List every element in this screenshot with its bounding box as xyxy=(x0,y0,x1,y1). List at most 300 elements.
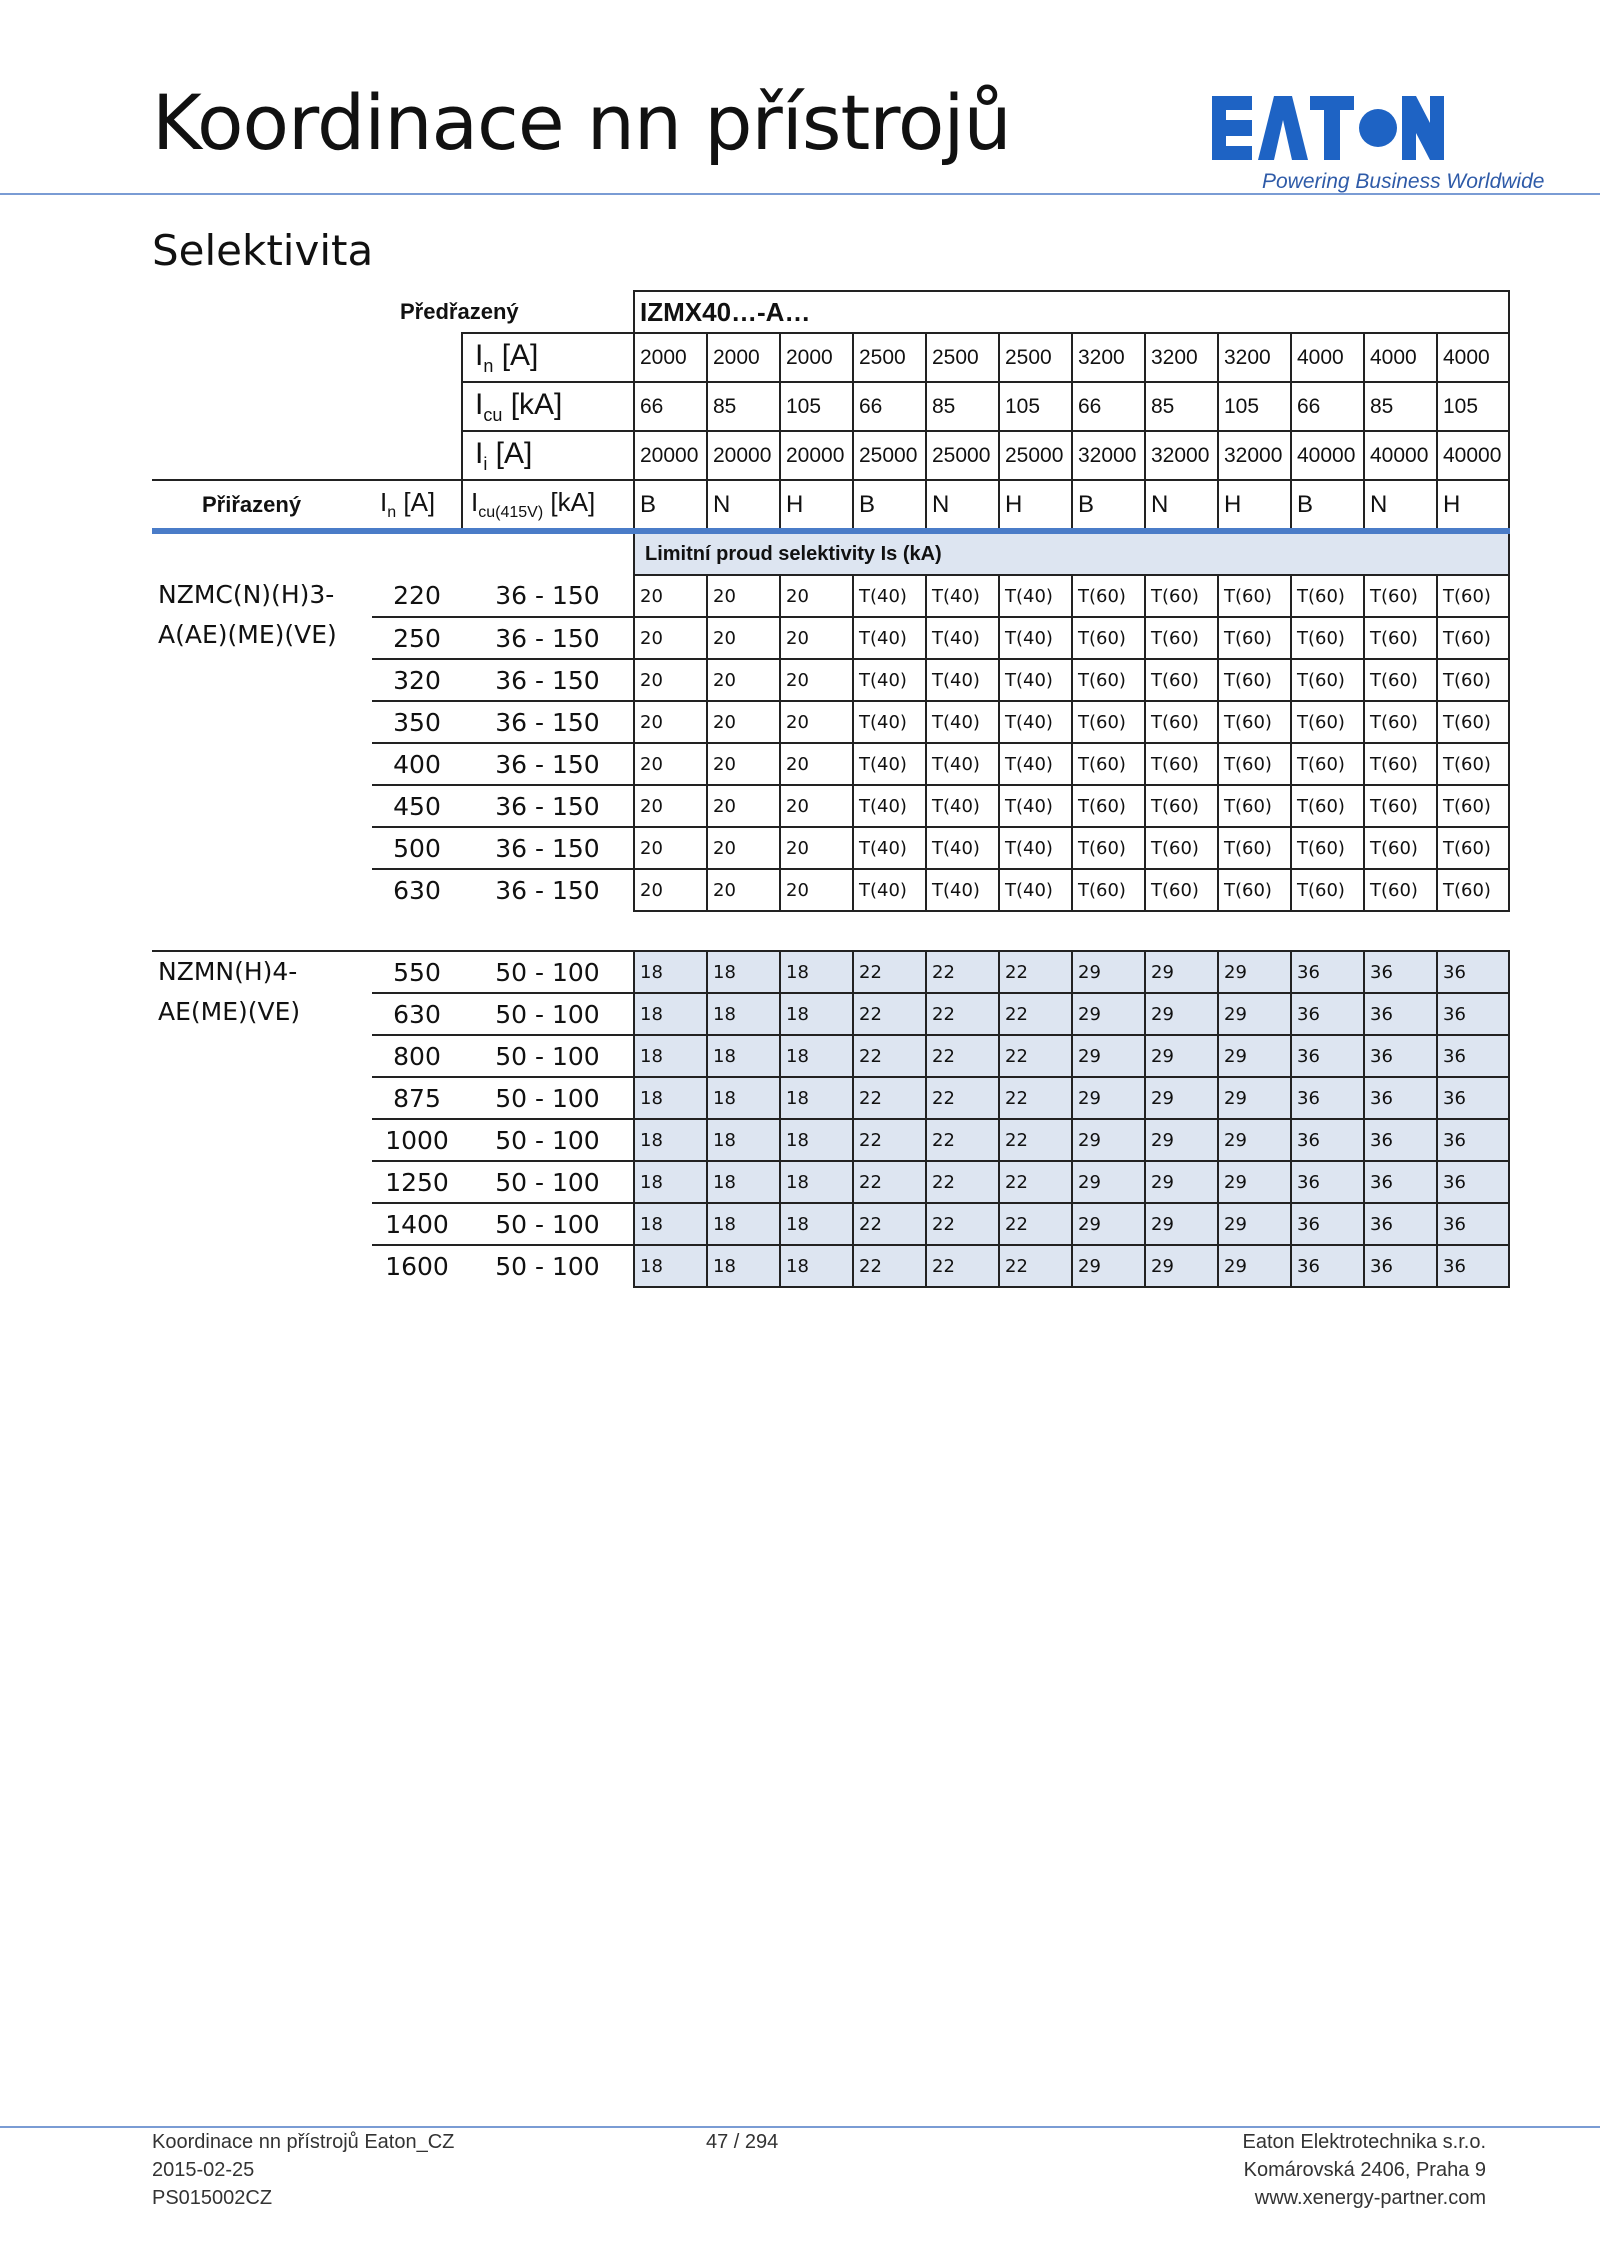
selectivity-value: 18 xyxy=(634,1077,707,1119)
selectivity-value: 29 xyxy=(1072,951,1145,993)
selectivity-table xyxy=(152,290,1510,1288)
selectivity-value: 18 xyxy=(634,1203,707,1245)
selectivity-value: 20 xyxy=(780,827,853,869)
icu-value: 85 xyxy=(926,382,999,431)
selectivity-value: 18 xyxy=(634,1245,707,1287)
ii-value: 32000 xyxy=(1218,431,1291,480)
selectivity-value: T(60) xyxy=(1145,785,1218,827)
selectivity-value: T(60) xyxy=(1072,575,1145,617)
breaker-class: N xyxy=(707,480,780,531)
selectivity-value: 18 xyxy=(780,1077,853,1119)
selectivity-value: 22 xyxy=(926,1077,999,1119)
selectivity-value: 36 xyxy=(1437,1245,1509,1287)
selectivity-value: T(60) xyxy=(1145,869,1218,911)
selectivity-value: 29 xyxy=(1145,1203,1218,1245)
selectivity-value: T(40) xyxy=(999,869,1072,911)
selectivity-value: 36 xyxy=(1364,1203,1437,1245)
selectivity-value: T(60) xyxy=(1364,617,1437,659)
selectivity-value: T(40) xyxy=(853,617,926,659)
selectivity-value: T(40) xyxy=(853,785,926,827)
selectivity-value: 22 xyxy=(926,993,999,1035)
selectivity-value: 20 xyxy=(780,575,853,617)
selectivity-value: T(60) xyxy=(1072,659,1145,701)
section-subtitle: Selektivita xyxy=(152,226,374,275)
selectivity-value: 29 xyxy=(1218,993,1291,1035)
downstream-icu: 36 - 150 xyxy=(462,785,634,827)
selectivity-value: 29 xyxy=(1072,1245,1145,1287)
selectivity-value: T(60) xyxy=(1437,869,1509,911)
icu-value: 85 xyxy=(1364,382,1437,431)
selectivity-value: 20 xyxy=(707,701,780,743)
selectivity-value: 20 xyxy=(707,827,780,869)
selectivity-value: 20 xyxy=(707,785,780,827)
selectivity-value: 22 xyxy=(999,1077,1072,1119)
selectivity-value: T(60) xyxy=(1437,659,1509,701)
footer-doc-code: PS015002CZ xyxy=(152,2187,273,2209)
selectivity-value: T(60) xyxy=(1218,659,1291,701)
selectivity-value: 18 xyxy=(707,1203,780,1245)
icu-value: 66 xyxy=(853,382,926,431)
breaker-name-line1: NZMC(N)(H)3- xyxy=(158,580,335,609)
header-rule xyxy=(0,193,1600,195)
selectivity-value: 22 xyxy=(999,1161,1072,1203)
downstream-icu: 50 - 100 xyxy=(462,1119,634,1161)
selectivity-value: T(40) xyxy=(853,659,926,701)
selectivity-value: 20 xyxy=(634,617,707,659)
selectivity-value: 18 xyxy=(707,1077,780,1119)
downstream-icu: 50 - 100 xyxy=(462,1245,634,1287)
downstream-in: 630 xyxy=(372,869,462,911)
selectivity-value: 22 xyxy=(999,1035,1072,1077)
ii-value: 25000 xyxy=(853,431,926,480)
selectivity-value: 29 xyxy=(1218,1161,1291,1203)
selectivity-value: 36 xyxy=(1291,1161,1364,1203)
footer-doc-title: Koordinace nn přístrojů Eaton_CZ xyxy=(152,2131,455,2153)
selectivity-value: T(60) xyxy=(1291,575,1364,617)
selectivity-value: 29 xyxy=(1218,951,1291,993)
selectivity-value: 20 xyxy=(780,659,853,701)
selectivity-value: T(60) xyxy=(1364,743,1437,785)
downstream-in: 875 xyxy=(372,1077,462,1119)
breaker-name-line2: A(AE)(ME)(VE) xyxy=(158,620,337,649)
selectivity-value: 18 xyxy=(780,1203,853,1245)
selectivity-value: T(60) xyxy=(1364,869,1437,911)
selectivity-value: 29 xyxy=(1218,1203,1291,1245)
downstream-in: 550 xyxy=(372,951,462,993)
selectivity-value: 22 xyxy=(926,951,999,993)
downstream-in: 1600 xyxy=(372,1245,462,1287)
downstream-icu: 36 - 150 xyxy=(462,617,634,659)
breaker-class: B xyxy=(634,480,707,531)
selectivity-value: T(60) xyxy=(1437,617,1509,659)
selectivity-value: T(60) xyxy=(1364,785,1437,827)
selectivity-value: T(60) xyxy=(1072,743,1145,785)
breaker-class: B xyxy=(1291,480,1364,531)
selectivity-value: T(60) xyxy=(1291,659,1364,701)
selectivity-value: T(60) xyxy=(1145,701,1218,743)
selectivity-value: 18 xyxy=(634,993,707,1035)
selectivity-value: 22 xyxy=(926,1035,999,1077)
in-downstream-label: $I_n$ [A] xyxy=(372,480,462,531)
selectivity-value: 36 xyxy=(1291,1119,1364,1161)
selectivity-value: 22 xyxy=(926,1161,999,1203)
downstream-icu: 36 - 150 xyxy=(495,581,600,610)
downstream-in: 1000 xyxy=(372,1119,462,1161)
icu-value: 105 xyxy=(1218,382,1291,431)
selectivity-value: 18 xyxy=(780,1119,853,1161)
selectivity-value: 20 xyxy=(634,659,707,701)
ii-value: 40000 xyxy=(1437,431,1509,480)
selectivity-value: T(40) xyxy=(926,659,999,701)
ii-value: 25000 xyxy=(926,431,999,480)
selectivity-value: T(60) xyxy=(1218,575,1291,617)
selectivity-value: 20 xyxy=(707,869,780,911)
selectivity-value: T(40) xyxy=(926,827,999,869)
selectivity-value: T(60) xyxy=(1291,827,1364,869)
selectivity-value: 18 xyxy=(707,1119,780,1161)
selectivity-value: 18 xyxy=(634,951,707,993)
selectivity-value: 22 xyxy=(926,1119,999,1161)
selectivity-value: 29 xyxy=(1072,1161,1145,1203)
breaker-name-line1: NZMN(H)4- xyxy=(158,957,298,986)
selectivity-value: 29 xyxy=(1218,1119,1291,1161)
selectivity-value: T(40) xyxy=(999,785,1072,827)
selectivity-value: T(60) xyxy=(1437,743,1509,785)
selectivity-value: 36 xyxy=(1364,1035,1437,1077)
footer-date: 2015-02-25 xyxy=(152,2159,255,2181)
icu-value: 105 xyxy=(999,382,1072,431)
downstream-in: 1400 xyxy=(372,1203,462,1245)
selectivity-value: 18 xyxy=(780,1245,853,1287)
selectivity-value: T(40) xyxy=(999,701,1072,743)
in-value: 3200 xyxy=(1072,333,1145,382)
selectivity-value: 20 xyxy=(634,827,707,869)
selectivity-value: 29 xyxy=(1145,1035,1218,1077)
selectivity-value: T(40) xyxy=(926,785,999,827)
in-value: 2000 xyxy=(780,333,853,382)
footer-company: Eaton Elektrotechnika s.r.o. xyxy=(1242,2131,1486,2153)
selectivity-value: 22 xyxy=(853,951,926,993)
selectivity-value: 29 xyxy=(1218,1035,1291,1077)
selectivity-value: T(60) xyxy=(1291,617,1364,659)
selectivity-value: 18 xyxy=(780,1035,853,1077)
in-value: 4000 xyxy=(1364,333,1437,382)
selectivity-value: 36 xyxy=(1364,1245,1437,1287)
selectivity-value: T(60) xyxy=(1072,701,1145,743)
selectivity-value: T(60) xyxy=(1145,827,1218,869)
eaton-logo xyxy=(1212,92,1444,164)
breaker-class: H xyxy=(1437,480,1509,531)
downstream-icu: 50 - 100 xyxy=(462,1077,634,1119)
selectivity-value: 36 xyxy=(1291,951,1364,993)
downstream-in: 400 xyxy=(372,743,462,785)
ii-value: 32000 xyxy=(1145,431,1218,480)
breaker-class: H xyxy=(999,480,1072,531)
selectivity-value: 22 xyxy=(853,1161,926,1203)
selectivity-value: 29 xyxy=(1072,1119,1145,1161)
selectivity-value: 18 xyxy=(707,1161,780,1203)
breaker-class: B xyxy=(1072,480,1145,531)
selectivity-value: T(40) xyxy=(926,869,999,911)
selectivity-value: T(60) xyxy=(1072,617,1145,659)
selectivity-value: 36 xyxy=(1291,1245,1364,1287)
selectivity-value: T(60) xyxy=(1218,617,1291,659)
in-value: 2000 xyxy=(634,333,707,382)
selectivity-value: T(40) xyxy=(926,701,999,743)
upstream-model: IZMX40…-A… xyxy=(634,291,1509,333)
selectivity-value: T(40) xyxy=(926,575,999,617)
footer-rule xyxy=(0,2126,1600,2128)
selectivity-value: 18 xyxy=(707,993,780,1035)
breaker-name-line2: AE(ME)(VE) xyxy=(158,997,301,1026)
selectivity-value: 36 xyxy=(1437,1203,1509,1245)
downstream-icu: 36 - 150 xyxy=(462,701,634,743)
selectivity-value: 29 xyxy=(1072,1203,1145,1245)
selectivity-value: 18 xyxy=(634,1035,707,1077)
selectivity-value: T(60) xyxy=(1291,701,1364,743)
downstream-icu: 36 - 150 xyxy=(462,659,634,701)
selectivity-value: T(40) xyxy=(853,575,926,617)
selectivity-value: T(60) xyxy=(1145,743,1218,785)
footer-address: Komárovská 2406, Praha 9 xyxy=(1243,2159,1486,2181)
selectivity-value: T(60) xyxy=(1364,659,1437,701)
selectivity-value: 22 xyxy=(853,1119,926,1161)
selectivity-value: 29 xyxy=(1145,1161,1218,1203)
breaker-class: B xyxy=(853,480,926,531)
downstream-icu: 50 - 100 xyxy=(462,1161,634,1203)
selectivity-value: 29 xyxy=(1145,993,1218,1035)
selectivity-value: 22 xyxy=(853,993,926,1035)
downstream-breaker-name xyxy=(152,951,372,1287)
ii-value: 32000 xyxy=(1072,431,1145,480)
downstream-in: 450 xyxy=(372,785,462,827)
selectivity-value: 20 xyxy=(634,869,707,911)
downstream-in: 1250 xyxy=(372,1161,462,1203)
ii-value: 20000 xyxy=(707,431,780,480)
selectivity-value: 36 xyxy=(1291,993,1364,1035)
selectivity-value: T(60) xyxy=(1072,785,1145,827)
selectivity-value: T(60) xyxy=(1072,827,1145,869)
in-label: $I_n$ [A] xyxy=(462,333,634,382)
ii-value: 20000 xyxy=(780,431,853,480)
downstream-in: 320 xyxy=(372,659,462,701)
icu415-label: $I_{cu(415V)}$ [kA] xyxy=(462,480,634,531)
selectivity-value: 20 xyxy=(634,701,707,743)
selectivity-value: 36 xyxy=(1364,993,1437,1035)
selectivity-value: T(60) xyxy=(1218,869,1291,911)
selectivity-value: 36 xyxy=(1364,1161,1437,1203)
selectivity-value: T(60) xyxy=(1145,575,1218,617)
selectivity-value: T(60) xyxy=(1218,827,1291,869)
downstream-in: 350 xyxy=(372,701,462,743)
selectivity-value: T(60) xyxy=(1218,785,1291,827)
selectivity-value: T(40) xyxy=(853,827,926,869)
icu-value: 85 xyxy=(1145,382,1218,431)
footer-page-number: 47 / 294 xyxy=(706,2131,779,2153)
selectivity-value: T(40) xyxy=(926,743,999,785)
selectivity-value: T(60) xyxy=(1364,827,1437,869)
prirazeny-label: Přiřazený xyxy=(152,480,372,531)
in-value: 2500 xyxy=(853,333,926,382)
selectivity-value: 20 xyxy=(707,575,780,617)
limit-current-label: Limitní proud selektivity Is (kA) xyxy=(634,531,1509,575)
selectivity-value: 22 xyxy=(853,1035,926,1077)
selectivity-value: T(60) xyxy=(1291,869,1364,911)
selectivity-value: T(60) xyxy=(1218,701,1291,743)
icu-value: 66 xyxy=(1291,382,1364,431)
selectivity-value: T(60) xyxy=(1437,827,1509,869)
selectivity-value: 22 xyxy=(999,951,1072,993)
breaker-class: N xyxy=(926,480,999,531)
downstream-in: 630 xyxy=(372,993,462,1035)
selectivity-value: 36 xyxy=(1437,1035,1509,1077)
breaker-class: N xyxy=(1364,480,1437,531)
selectivity-value: 36 xyxy=(1364,951,1437,993)
selectivity-value: 22 xyxy=(853,1245,926,1287)
selectivity-value: 22 xyxy=(926,1203,999,1245)
selectivity-value: 20 xyxy=(634,575,707,617)
in-value: 3200 xyxy=(1145,333,1218,382)
selectivity-value: T(40) xyxy=(999,827,1072,869)
selectivity-value: 29 xyxy=(1072,993,1145,1035)
downstream-icu: 36 - 150 xyxy=(462,869,634,911)
selectivity-value: 20 xyxy=(780,743,853,785)
selectivity-value: 18 xyxy=(707,1245,780,1287)
in-value: 4000 xyxy=(1437,333,1509,382)
selectivity-value: T(60) xyxy=(1145,659,1218,701)
selectivity-value: 36 xyxy=(1291,1035,1364,1077)
ii-value: 25000 xyxy=(999,431,1072,480)
selectivity-value: 18 xyxy=(780,951,853,993)
selectivity-value: 20 xyxy=(634,785,707,827)
selectivity-value: 29 xyxy=(1145,1245,1218,1287)
selectivity-value: 36 xyxy=(1291,1077,1364,1119)
downstream-icu: 50 - 100 xyxy=(462,1035,634,1077)
in-value: 2500 xyxy=(926,333,999,382)
selectivity-value: 18 xyxy=(780,993,853,1035)
selectivity-value: T(60) xyxy=(1145,617,1218,659)
icu-label: $I_{cu}$ [kA] xyxy=(462,382,634,431)
selectivity-value: T(60) xyxy=(1364,575,1437,617)
selectivity-value: 36 xyxy=(1291,1203,1364,1245)
selectivity-value: T(60) xyxy=(1291,743,1364,785)
ii-value: 40000 xyxy=(1364,431,1437,480)
selectivity-value: 20 xyxy=(707,659,780,701)
in-value: 3200 xyxy=(1218,333,1291,382)
selectivity-value: T(40) xyxy=(999,575,1072,617)
downstream-in: 800 xyxy=(372,1035,462,1077)
selectivity-value: 22 xyxy=(853,1203,926,1245)
selectivity-value: 29 xyxy=(1218,1245,1291,1287)
selectivity-value: 36 xyxy=(1437,1077,1509,1119)
footer-website: www.xenergy-partner.com xyxy=(1254,2187,1486,2209)
selectivity-value: T(60) xyxy=(1364,701,1437,743)
downstream-breaker-name xyxy=(152,575,372,911)
selectivity-value: 29 xyxy=(1218,1077,1291,1119)
predrazeny-label: Předřazený xyxy=(400,298,519,324)
selectivity-value: T(60) xyxy=(1437,785,1509,827)
selectivity-value: T(40) xyxy=(999,617,1072,659)
in-value: 2500 xyxy=(999,333,1072,382)
selectivity-value: 36 xyxy=(1437,1119,1509,1161)
selectivity-value: 18 xyxy=(634,1161,707,1203)
selectivity-value: 20 xyxy=(780,617,853,659)
selectivity-value: T(40) xyxy=(853,869,926,911)
icu-value: 85 xyxy=(707,382,780,431)
page-title: Koordinace nn přístrojů xyxy=(152,78,1011,167)
downstream-in: 220 xyxy=(393,581,441,610)
selectivity-value: 36 xyxy=(1437,1161,1509,1203)
selectivity-value: 20 xyxy=(780,701,853,743)
downstream-icu: 50 - 100 xyxy=(462,951,634,993)
selectivity-value: T(40) xyxy=(853,743,926,785)
selectivity-value: T(40) xyxy=(999,743,1072,785)
selectivity-value: 36 xyxy=(1364,1077,1437,1119)
table-row xyxy=(152,951,1509,993)
breaker-class: H xyxy=(1218,480,1291,531)
selectivity-value: 29 xyxy=(1145,1119,1218,1161)
breaker-class: H xyxy=(780,480,853,531)
selectivity-value: 29 xyxy=(1072,1035,1145,1077)
selectivity-value: 20 xyxy=(780,869,853,911)
selectivity-value: 20 xyxy=(780,785,853,827)
selectivity-value: 22 xyxy=(853,1077,926,1119)
selectivity-value: T(60) xyxy=(1291,785,1364,827)
selectivity-value: 22 xyxy=(999,1245,1072,1287)
selectivity-value: T(60) xyxy=(1218,743,1291,785)
icu-value: 105 xyxy=(780,382,853,431)
icu-value: 105 xyxy=(1437,382,1509,431)
ii-value: 40000 xyxy=(1291,431,1364,480)
table-row xyxy=(152,575,1509,617)
selectivity-value: 20 xyxy=(707,617,780,659)
selectivity-value: T(40) xyxy=(926,617,999,659)
in-value: 4000 xyxy=(1291,333,1364,382)
selectivity-value: 18 xyxy=(707,951,780,993)
selectivity-value: 36 xyxy=(1437,993,1509,1035)
selectivity-value: 22 xyxy=(999,993,1072,1035)
in-value: 2000 xyxy=(707,333,780,382)
downstream-icu: 36 - 150 xyxy=(462,827,634,869)
breaker-class: N xyxy=(1145,480,1218,531)
selectivity-value: 20 xyxy=(707,743,780,785)
logo-tagline: Powering Business Worldwide xyxy=(1262,170,1545,193)
ii-value: 20000 xyxy=(634,431,707,480)
selectivity-value: 18 xyxy=(634,1119,707,1161)
selectivity-value: 29 xyxy=(1072,1077,1145,1119)
selectivity-value: 36 xyxy=(1364,1119,1437,1161)
icu-value: 66 xyxy=(634,382,707,431)
selectivity-value: 29 xyxy=(1145,951,1218,993)
selectivity-value: 22 xyxy=(999,1203,1072,1245)
selectivity-value: 18 xyxy=(780,1161,853,1203)
selectivity-value: T(40) xyxy=(853,701,926,743)
selectivity-value: 29 xyxy=(1145,1077,1218,1119)
selectivity-value: T(60) xyxy=(1437,575,1509,617)
downstream-icu: 36 - 150 xyxy=(462,743,634,785)
selectivity-value: 20 xyxy=(634,743,707,785)
downstream-in: 500 xyxy=(372,827,462,869)
selectivity-value: T(60) xyxy=(1437,701,1509,743)
selectivity-value: 22 xyxy=(926,1245,999,1287)
downstream-icu: 50 - 100 xyxy=(462,993,634,1035)
downstream-icu: 50 - 100 xyxy=(462,1203,634,1245)
selectivity-value: T(60) xyxy=(1072,869,1145,911)
selectivity-value: 18 xyxy=(707,1035,780,1077)
selectivity-value: 36 xyxy=(1437,951,1509,993)
selectivity-value: 22 xyxy=(999,1119,1072,1161)
ii-label: $I_i$ [A] xyxy=(462,431,634,480)
